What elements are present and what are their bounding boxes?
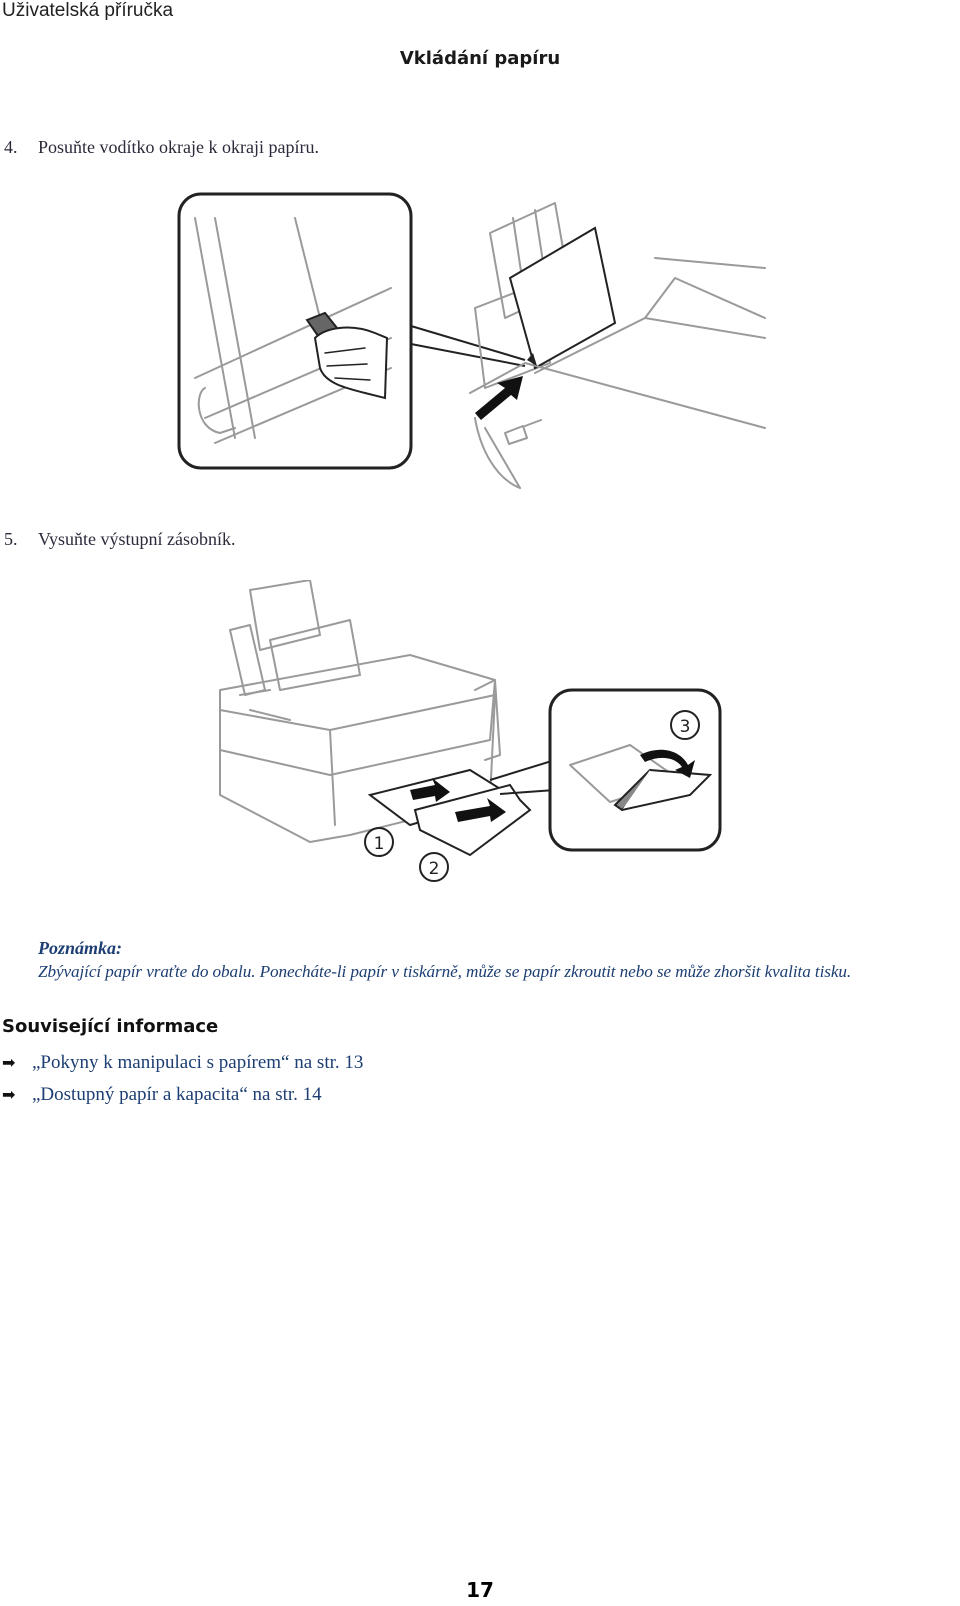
page-number: 17 <box>466 1578 494 1602</box>
manual-title: Uživatelská příručka <box>2 0 174 21</box>
section-title: Vkládání papíru <box>399 48 561 69</box>
arrow-right-icon: ➡ <box>2 1085 16 1104</box>
step-5-number: 5. <box>4 529 18 549</box>
step-5-text: Vysuňte výstupní zásobník. <box>38 529 236 549</box>
related-info-title: Související informace <box>2 1016 219 1037</box>
note-title: Poznámka: <box>38 938 123 958</box>
note-text: Zbývající papír vraťte do obalu. Ponecháte-li papír v tiskárně, může se papír zkroutit nebo se může zhoršit kvalita tisku. <box>38 962 852 981</box>
output-tray-illustration <box>210 580 730 890</box>
step-5 <box>4 529 236 550</box>
callout-3: 3 <box>679 717 691 737</box>
related-link-text[interactable]: „Dostupný papír a kapacita“ na str. 14 <box>32 1084 322 1105</box>
arrow-right-icon: ➡ <box>2 1053 16 1072</box>
step-4-text: Posuňte vodítko okraje k okraji papíru. <box>38 137 319 157</box>
step-4 <box>4 137 319 158</box>
callout-2: 2 <box>428 859 440 879</box>
related-link-paper-handling[interactable] <box>2 1052 363 1074</box>
edge-guide-illustration <box>175 188 775 498</box>
related-link-paper-capacity[interactable] <box>2 1084 322 1106</box>
step-4-number: 4. <box>4 137 18 157</box>
related-link-text[interactable]: „Pokyny k manipulaci s papírem“ na str. 13 <box>32 1052 364 1073</box>
callout-1: 1 <box>373 834 385 854</box>
